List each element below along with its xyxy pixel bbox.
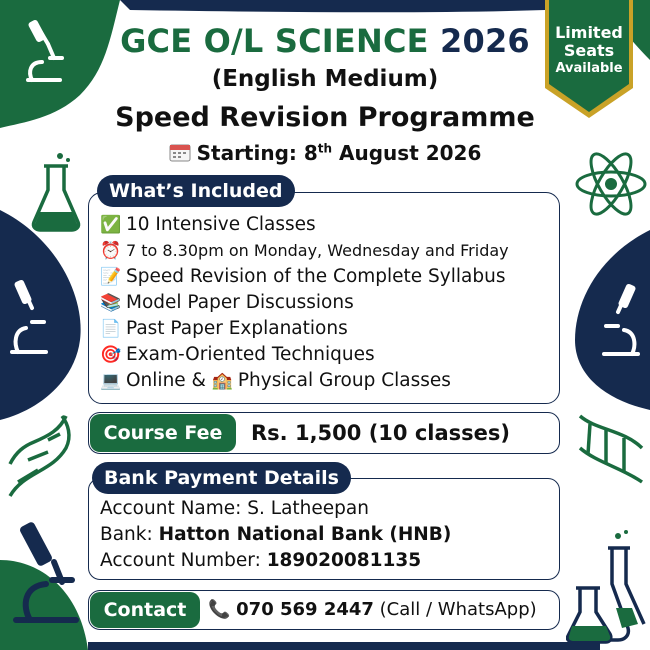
books-icon: 📚 bbox=[100, 293, 122, 313]
title-year: 2026 bbox=[440, 22, 530, 60]
flasks-icon bbox=[566, 528, 650, 644]
laptop-icon: 💻 bbox=[100, 371, 122, 391]
contact-label: Contact bbox=[90, 592, 200, 628]
alarm-clock-icon: ⏰ bbox=[100, 241, 122, 261]
list-item: 💻 Online & 🏫 Physical Group Classes bbox=[100, 368, 509, 394]
page-title bbox=[0, 22, 650, 60]
course-fee-value: Rs. 1,500 (10 classes) bbox=[251, 421, 510, 445]
target-icon: 🎯 bbox=[100, 345, 122, 365]
bank-details-heading: Bank Payment Details bbox=[92, 462, 351, 494]
bank-name: Bank: Hatton National Bank (HNB) bbox=[100, 524, 452, 545]
contact-note: (Call / WhatsApp) bbox=[373, 599, 537, 620]
phone-icon: 📞 bbox=[208, 599, 231, 620]
list-item: ⏰ 7 to 8.30pm on Monday, Wednesday and Friday bbox=[100, 238, 509, 264]
list-item: 🎯 Exam-Oriented Techniques bbox=[100, 342, 509, 368]
dna-icon-left bbox=[4, 412, 72, 500]
check-icon: ✅ bbox=[100, 215, 122, 235]
microscope-icon-left bbox=[6, 278, 52, 360]
included-heading: What’s Included bbox=[97, 175, 295, 207]
memo-icon: 📝 bbox=[100, 267, 122, 287]
badge-line-2: Seats bbox=[563, 41, 615, 60]
title-text: GCE O/L SCIENCE bbox=[120, 22, 429, 60]
course-fee-label: Course Fee bbox=[90, 414, 236, 452]
badge-line-1: Limited bbox=[555, 23, 623, 42]
account-name: Account Name: S. Latheepan bbox=[100, 498, 369, 519]
dna-icon-right bbox=[576, 408, 646, 486]
included-list bbox=[100, 212, 509, 394]
microscope-icon-right bbox=[600, 282, 644, 362]
start-suffix: August 2026 bbox=[332, 141, 482, 165]
list-item: 📚 Model Paper Discussions bbox=[100, 290, 509, 316]
school-icon: 🏫 bbox=[211, 371, 234, 391]
calendar-icon bbox=[169, 142, 191, 162]
start-prefix: Starting: 8 bbox=[196, 141, 318, 165]
page-icon: 📄 bbox=[100, 319, 122, 339]
list-item: ✅ 10 Intensive Classes bbox=[100, 212, 509, 238]
account-number: Account Number: 189020081135 bbox=[100, 550, 422, 571]
phone-number[interactable]: 070 569 2447 bbox=[236, 599, 374, 620]
programme-title: Speed Revision Programme bbox=[115, 102, 535, 133]
list-item: 📄 Past Paper Explanations bbox=[100, 316, 509, 342]
start-sup: th bbox=[317, 141, 333, 156]
list-item: 📝 Speed Revision of the Complete Syllabus bbox=[100, 264, 509, 290]
contact-info[interactable] bbox=[208, 592, 537, 628]
microscope-icon-bottom bbox=[6, 518, 84, 628]
start-date bbox=[0, 141, 650, 165]
badge-line-3: Available bbox=[555, 61, 623, 76]
medium-subtitle: (English Medium) bbox=[211, 66, 439, 92]
